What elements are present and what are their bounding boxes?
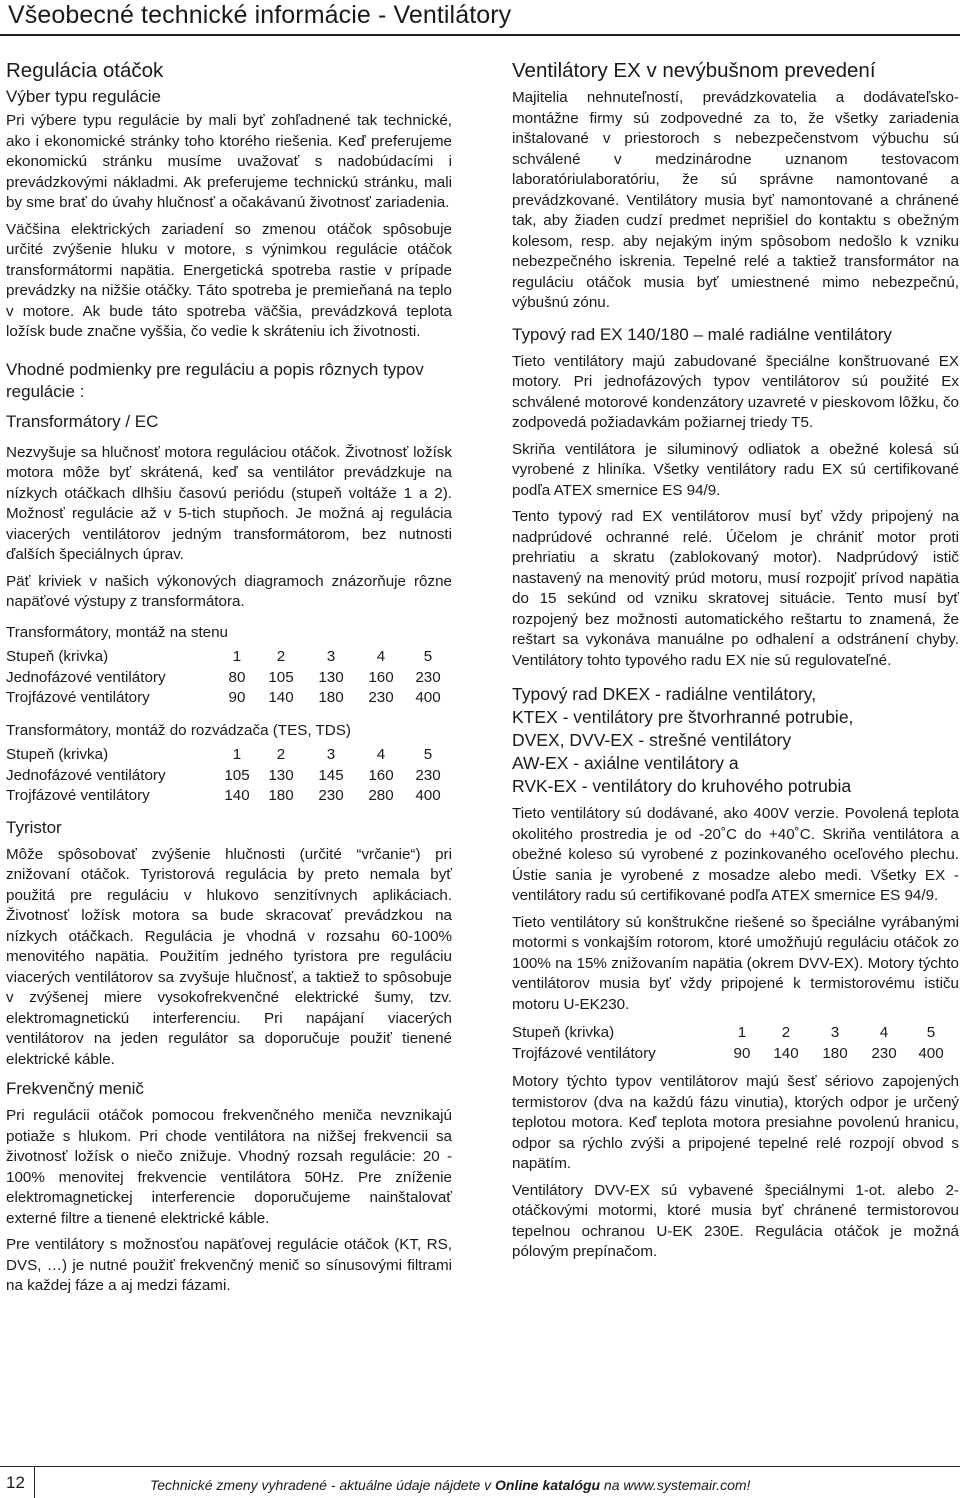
table-row xyxy=(6,647,450,668)
title-divider xyxy=(0,34,960,36)
paragraph: Môže spôsobovať zvýšenie hlučnosti (určité “vrčanie“) pri znižovaní otáčok. Tyristorová regulácia by preto nemala byť použitá pre reguláciu v hlukovo senzitívnych aplikáciach. Životnosť ložísk motora sa bude skracovať prevádzkou na nízkych otáčkach. Regulácia je vhodná v rozsahu 60-100% menovitého napätia. Použitím jedného tyristora pre reguláciu viacerých ventilátorov sa zvyšuje hlučnosť, a taktiež to spôsobuje v zvýšenej miere vysokofrekvenčné elektrické šumy, tzv. elektromagnetickú interferenciu. Pri napájaní viacerých ventilátorov na jeden regulátor sa doporučuje použiť tienené elektrické káble. xyxy=(6,845,452,1068)
heading-tyristor: Tyristor xyxy=(6,817,62,837)
table-transformatory-stena xyxy=(6,647,450,709)
table-cell: 140 xyxy=(224,787,250,804)
table-row xyxy=(6,786,450,807)
online-catalog-link[interactable]: Online katalógu xyxy=(495,1477,601,1493)
heading-ex: Ventilátory EX v nevýbušnom prevedení xyxy=(512,59,876,82)
table-cell: 1 xyxy=(737,1024,747,1041)
table-cell: 80 xyxy=(228,668,246,686)
table-cell: 280 xyxy=(368,787,394,804)
table-cell: 1 xyxy=(232,648,242,665)
heading-dkex-line: AW-EX - axiálne ventilátory a xyxy=(512,753,739,773)
title-bar xyxy=(0,0,960,34)
paragraph: Motory týchto typov ventilátorov majú šesť sériovo zapojených termistorov (dva na každú fázu vinutia), ktorých odpor je určený teplotou motora. Keď teplota motora presiahne povolenú hranicu, odpor sa rýchlo zvýši a pripojené tepelné relé rozpojí obvod s napätím. xyxy=(512,1073,959,1172)
paragraph: Pri výbere typu regulácie by mali byť zohľadnené tak technické, ako i ekonomické stránky toho ktorého riešenia. Keď preferujeme ekonomickú stránku musíme uvažovať s nadobúdacími i prevádzkovými nákladmi. Ak preferujeme technickú stránku, mali by sme brať do úvahy hlučnosť a očakávanú životnosť zariadenia. xyxy=(6,112,452,211)
row-label: Jednofázové ventilátory xyxy=(6,668,166,686)
page-number: 12 xyxy=(6,1473,25,1492)
table-cell: 140 xyxy=(268,689,294,706)
paragraph: Väčšina elektrických zariadení so zmenou otáčok spôsobuje určité zvýšenie hluku v motore, s výnimkou regulácie otáčok transformátormi napätia. Energetická spotreba rastie v prípade prevádzky na nižšie otáčky. Táto spotreba je premieňaná na teplo v motore. Ak bude táto spotreba väčšia, prevádzková teplota ložísk bude značne vyššia, čo vedie k skráteniu ich životnosti. xyxy=(6,220,452,340)
table-cell: 90 xyxy=(733,1044,751,1062)
page-number-divider xyxy=(34,1466,35,1498)
footer-text-before: Technické zmeny vyhradené - aktuálne údaje nájdete v xyxy=(150,1477,496,1493)
paragraph: Nezvyšuje sa hlučnosť motora reguláciou otáčok. Životnosť ložísk motora môže byť skrátená, keď sa ventilátor prevádzkuje na nízkych otáčkach dlhšiu časovú periódu (stupeň voltáže 1 a 2). Možnosť regulácie až v 5-tich stupňoch. Je možná aj regulácia viacerých ventilátorov jedným transformátorom, bez nutnosti ďalších špeciálnych úprav. xyxy=(6,443,452,563)
table-cell: 90 xyxy=(228,689,246,706)
table-cell: 230 xyxy=(368,689,394,706)
right-column xyxy=(512,58,959,1263)
paragraph: Tento typový rad EX ventilátorov musí byť vždy pripojený na nadprúdové ochranné relé. Účelom je chrániť motor proti prehriatiu a skratu (zablokovaný motor). Nadprúdový istič nastavený na menovitý prúd motoru, musí rozpojiť prívod napätia do 15 sekúnd od vzniku skratovej situácie. Tento musí byť rozpojený bez možnosti automatického reštartu to znamená, že reštart sa vykonáva manuálne po odhalení a odstránení chyby. Ventilátory tohto typového radu EX nie sú regulovateľné. xyxy=(512,508,959,669)
row-label: Stupeň (krivka) xyxy=(6,648,109,665)
table-cell: 4 xyxy=(376,648,386,665)
heading-dkex-line: RVK-EX - ventilátory do kruhového potrubia xyxy=(512,776,852,796)
table-cell: 180 xyxy=(822,1044,848,1062)
heading-dkex-line: DVEX, DVV-EX - strešné ventilátory xyxy=(512,730,792,750)
heading-menic: Frekvenčný menič xyxy=(6,1079,144,1098)
paragraph: Tieto ventilátory majú zabudované špeciálne konštruované EX motory. Pri jednofázových typov ventilátorov sú použité Ex schválené motorové kondenzátory uzavreté v pieskovom lôžku, čo zodpovedá požiadavkám požiarnej triedy T5. xyxy=(512,352,959,431)
table-cell: 4 xyxy=(376,746,386,763)
table-cell: 5 xyxy=(423,746,433,763)
table-title: Transformátory, montáž na stenu xyxy=(6,623,228,641)
page-title: Všeobecné technické informácie - Ventilátory xyxy=(8,1,512,29)
heading-typovy-rad-ex: Typový rad EX 140/180 – malé radiálne ventilátory xyxy=(512,324,892,344)
table-cell: 145 xyxy=(318,766,344,784)
heading-vhodne: Vhodné podmienky pre reguláciu a popis rôznych typov regulácie : xyxy=(6,359,424,401)
footer-text-after: na www.systemair.com! xyxy=(600,1477,751,1493)
row-label: Trojfázové ventilátory xyxy=(6,787,150,804)
footer-divider xyxy=(0,1466,960,1467)
table-cell: 3 xyxy=(326,648,336,665)
table-ex-stupne xyxy=(512,1023,954,1064)
row-label: Jednofázové ventilátory xyxy=(6,766,166,784)
table-cell: 400 xyxy=(918,1044,944,1062)
paragraph: Pri regulácii otáčok pomocou frekvenčného meniča nevznikajú potiaže s hlukom. Pri chode ventilátora na nižšej frekvencii sa životnosť ložísk o niečo znižuje. Vhodný rozsah regulácie: 20 - 100% menovitej frekvencie ventilátora 50Hz. Pre zníženie elektromagnetickej interferencie doporučujeme nainštalovať externé filtre a tienené elektrické káble. xyxy=(6,1107,452,1227)
table-cell: 160 xyxy=(368,766,394,784)
heading-dkex-line: Typový rad DKEX - radiálne ventilátory, xyxy=(512,684,817,704)
table-row xyxy=(512,1044,954,1065)
row-label: Stupeň (krivka) xyxy=(512,1024,615,1041)
table-cell: 5 xyxy=(423,648,433,665)
table-cell: 140 xyxy=(773,1044,799,1062)
table-cell: 230 xyxy=(871,1044,897,1062)
paragraph: Majitelia nehnuteľností, prevádzkovatelia a dodávateľsko-montážne firmy sú zodpovedné za to, že všetky zariadenia inštalované v priestoroch s nebezpečenstvom výbuchu sú schválené v medzinárodne uznanom testovacom laboratóriulaboratóriu, že sú správne namontované a prevádzkované. Ventilátory musia byť namontované a chránené tak, aby žiaden cudzí predmet neprišiel do kontaktu s obežným kolesom, resp. aby nejakým iným spôsobom nedošlo k vzniku nebezpečného iskrenia. Tepelné relé a taktiež transformátor na reguláciu otáčok musia byť umiestnené mimo nebezpečnú, výbušnú zónu. xyxy=(512,89,959,311)
table-cell: 230 xyxy=(415,766,441,784)
paragraph: Skriňa ventilátora je siluminový odliatok a obežné kolesá sú vyrobené z hliníka. Všetky ventilátory radu EX sú certifikované podľa ATEX smernice ES 94/9. xyxy=(512,440,959,499)
footer-note xyxy=(150,1476,750,1494)
paragraph: Tieto ventilátory sú konštrukčne riešené so špeciálne vyrábanými motormi s vonkajším rotorom, ktoré umožňujú reguláciu otáčok zo 100% na 15% znižovaním napätia (okrem DVV-EX). Motory týchto ventilátorov musia byť vždy pripojené k termistorovému ističu motoru U-EK230. xyxy=(512,913,959,1013)
table-cell: 180 xyxy=(268,787,294,804)
heading-dkex-line: KTEX - ventilátory pre štvorhranné potrubie, xyxy=(512,707,854,727)
table-cell: 2 xyxy=(276,746,286,763)
table-row xyxy=(6,745,450,766)
table-row xyxy=(6,668,450,689)
table-row xyxy=(6,766,450,787)
table-cell: 160 xyxy=(368,668,394,686)
paragraph: Tieto ventilátory sú dodávané, ako 400V verzie. Povolená teplota okolitého prostredia je od -20˚C do +40˚C. Skriňa ventilátora a obežné koleso sú vyrobené z pozinkovaného oceľového plechu. Ústie sania je vyrobené z mosadze alebo medi. Všetky EX - ventilátory radu sú certifikované podľa ATEX smernice ES 94/9. xyxy=(512,805,959,904)
table-row xyxy=(512,1023,954,1044)
table-cell: 2 xyxy=(276,648,286,665)
table-cell: 2 xyxy=(781,1024,791,1041)
paragraph: Päť kriviek v našich výkonových diagramoch znázorňuje rôzne napäťové výstupy z transformátora. xyxy=(6,572,452,610)
paragraph: Pre ventilátory s možnosťou napäťovej regulácie otáčok (KT, RS, DVS, …) je nutné použiť frekvenčný menič so sínusovými filtrami na každej fáze a aj medzi fázami. xyxy=(6,1236,452,1294)
heading-transformatory: Transformátory / EC xyxy=(6,411,159,431)
table-cell: 130 xyxy=(268,766,294,784)
table-cell: 3 xyxy=(830,1024,840,1041)
heading-vyber: Výber typu regulácie xyxy=(6,87,161,106)
table-cell: 105 xyxy=(268,668,294,686)
heading-dkex-group xyxy=(512,683,959,798)
table-title: Transformátory, montáž do rozvádzača (TES, TDS) xyxy=(6,721,351,739)
paragraph: Ventilátory DVV-EX sú vybavené špeciálnymi 1-ot. alebo 2-otáčkovými motormi, ktoré musia byť chránené termistorovou tepelnou ochranou U-EK 230E. Regulácia otáčok je možná pólovým prepínačom. xyxy=(512,1181,959,1260)
table-cell: 180 xyxy=(318,689,344,706)
left-column xyxy=(6,58,452,1297)
table-cell: 1 xyxy=(232,746,242,763)
table-cell: 230 xyxy=(415,668,441,686)
table-cell: 400 xyxy=(415,787,441,804)
table-cell: 130 xyxy=(318,668,344,686)
table-transformatory-rozvadzac xyxy=(6,745,450,807)
table-cell: 105 xyxy=(224,766,250,784)
table-row xyxy=(6,688,450,709)
table-cell: 230 xyxy=(318,787,344,804)
row-label: Stupeň (krivka) xyxy=(6,746,109,763)
table-cell: 400 xyxy=(415,689,441,706)
heading-regulacia: Regulácia otáčok xyxy=(6,59,164,82)
table-cell: 4 xyxy=(879,1024,889,1041)
table-cell: 3 xyxy=(326,746,336,763)
row-label: Trojfázové ventilátory xyxy=(512,1044,656,1062)
row-label: Trojfázové ventilátory xyxy=(6,689,150,706)
table-cell: 5 xyxy=(926,1024,936,1041)
